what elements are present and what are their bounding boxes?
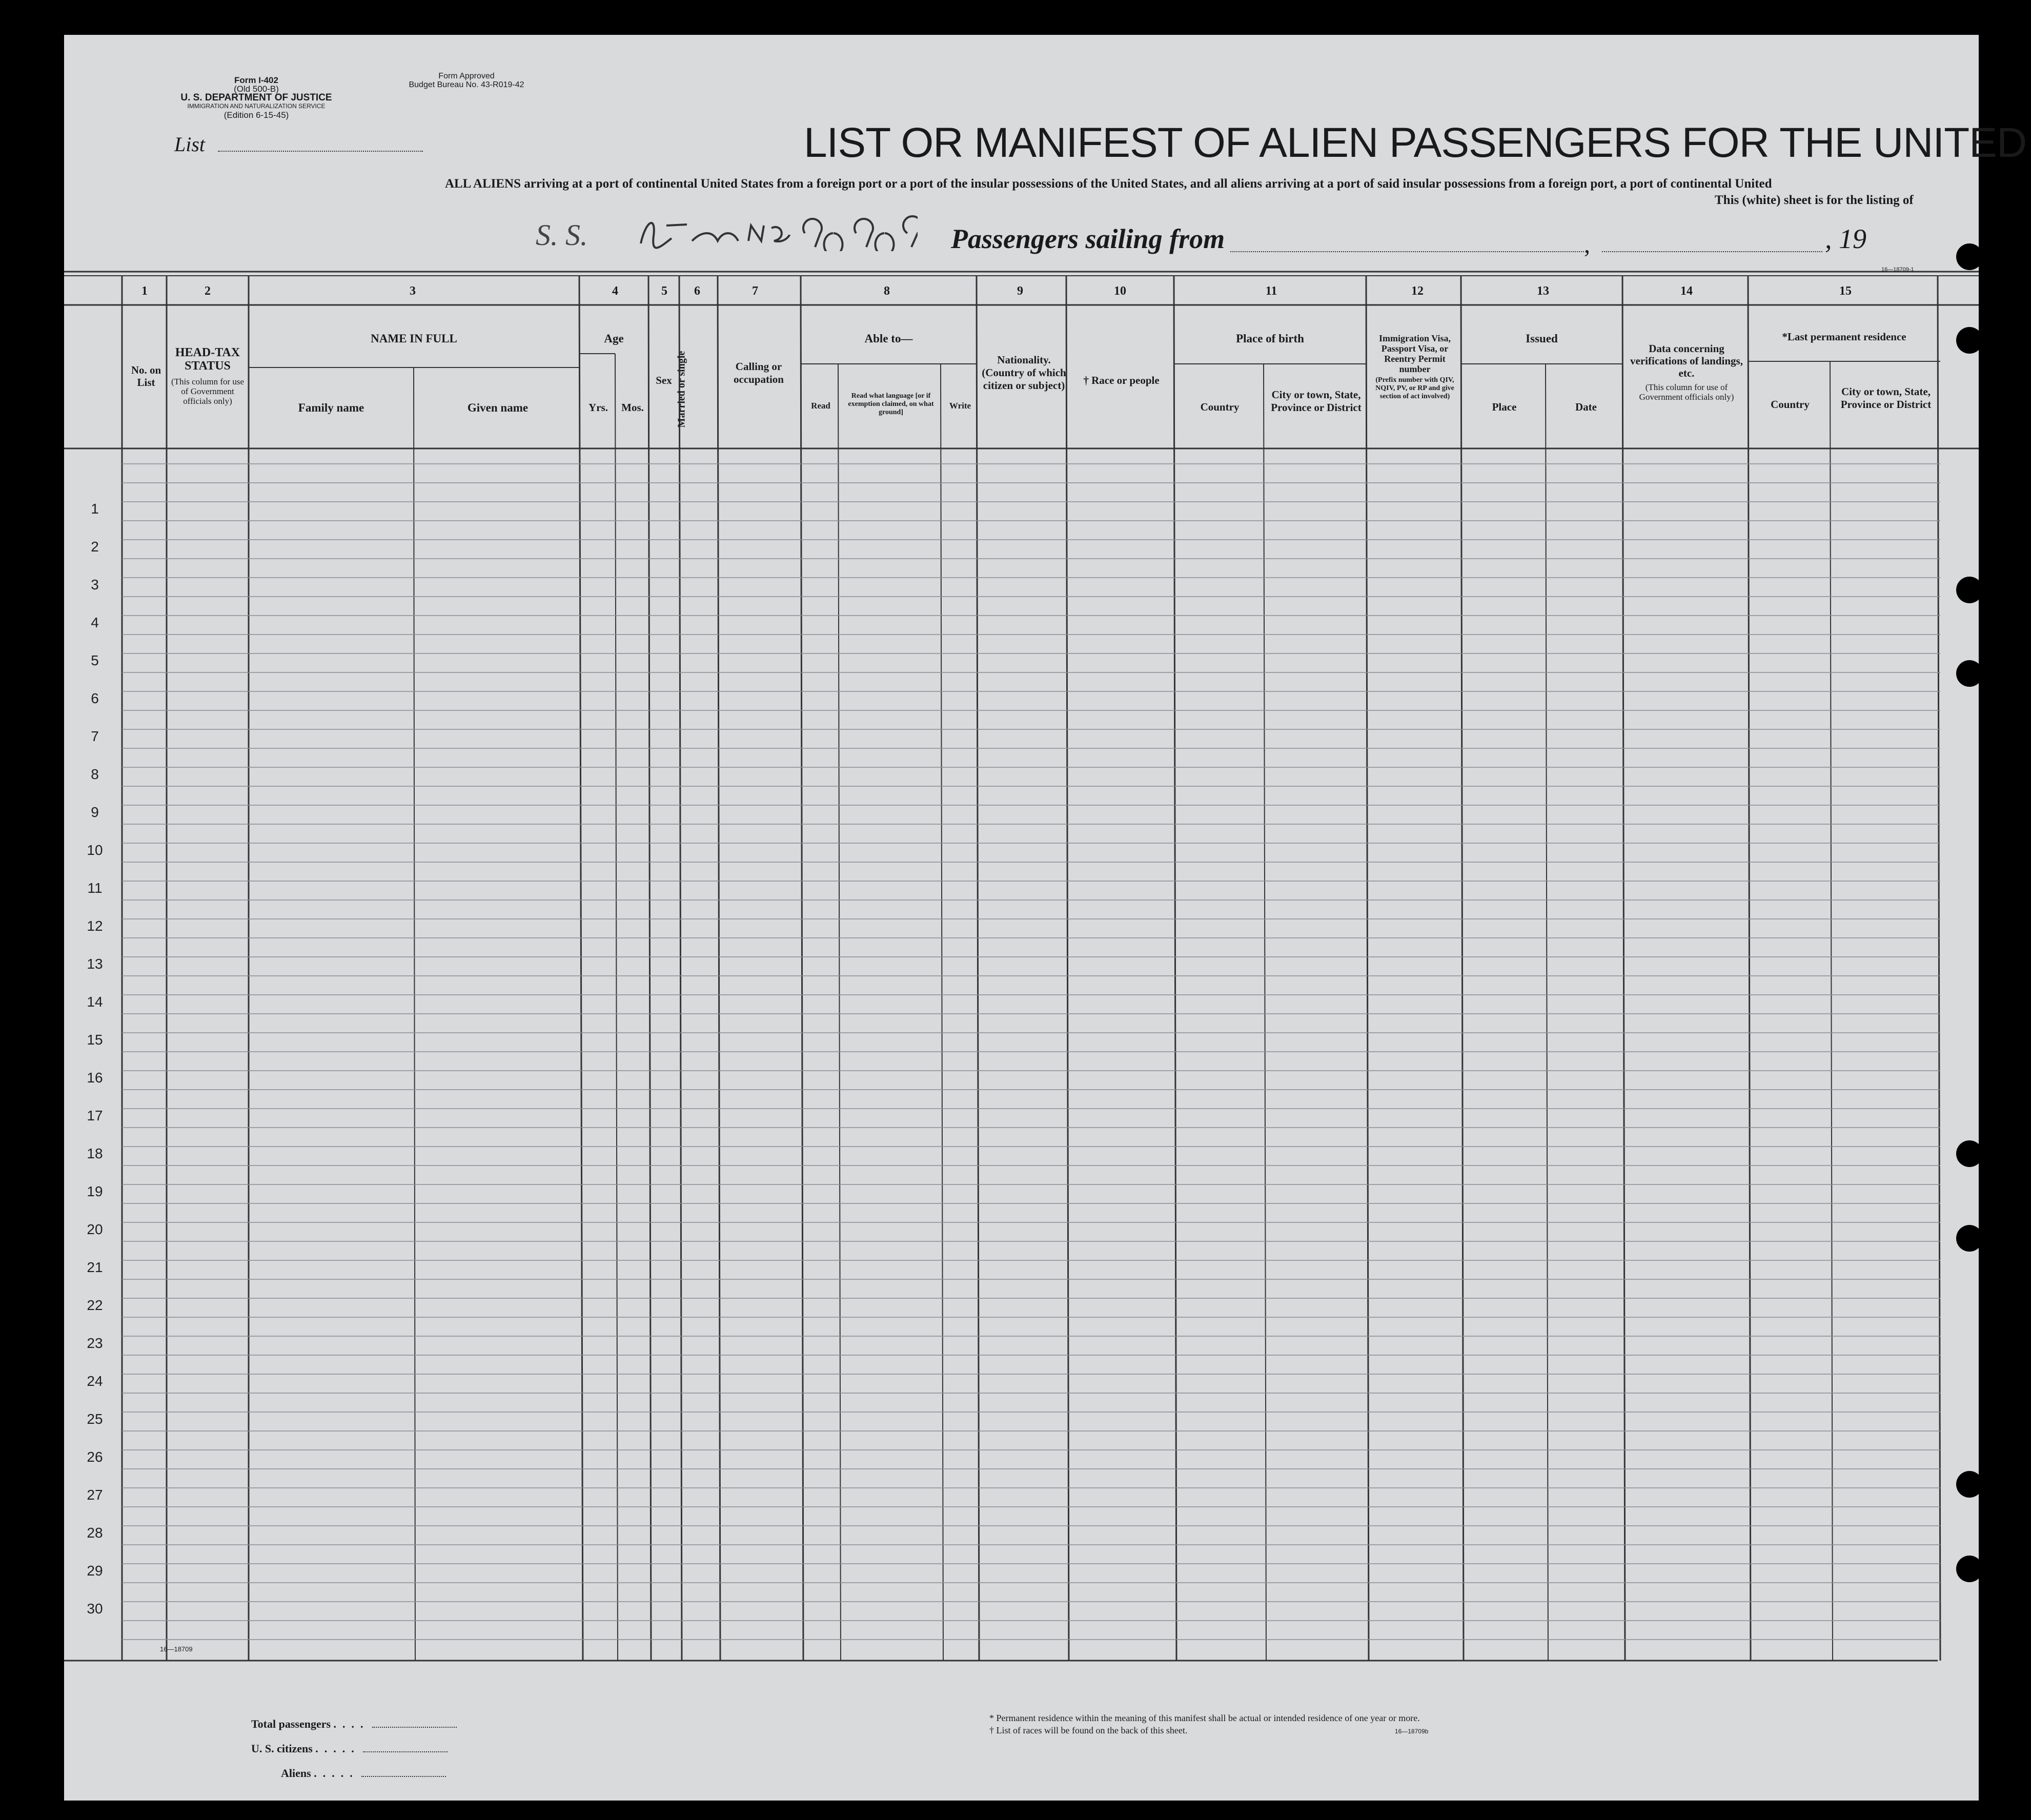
citizens-dots: .....	[315, 1742, 360, 1755]
row-number: 7	[91, 728, 99, 744]
visa-note: (Prefix number with QIV, NQIV, PV, or RP and give section of act involved)	[1375, 376, 1454, 400]
row-number: 21	[87, 1259, 103, 1275]
ship-prefix: S. S.	[536, 218, 588, 252]
edition: (Edition 6-15-45)	[224, 110, 289, 120]
colnum-15: 15	[1839, 284, 1852, 298]
data-concerning-note: (This column for use of Government officials only)	[1639, 382, 1734, 402]
header-race: † Race or people	[1083, 374, 1160, 386]
colnum-11: 11	[1265, 284, 1277, 298]
header-issued: Issued	[1526, 332, 1558, 345]
colnum-7: 7	[752, 284, 758, 298]
row-number: 23	[87, 1335, 103, 1351]
row-number: 19	[87, 1183, 103, 1199]
instructions-line-1: ALL ALIENS arriving at a port of continental United States from a foreign port or a port of the insular possessions of the United States, and all aliens arriving at a port of said insular possessions from a foreign port, a port of continental United	[445, 177, 1772, 191]
row-number: 24	[87, 1373, 103, 1389]
row-number: 28	[87, 1525, 103, 1541]
totals-block	[251, 1712, 457, 1786]
row-number: 1	[91, 501, 99, 517]
department: U. S. DEPARTMENT OF JUSTICE	[180, 92, 332, 103]
us-citizens-row	[251, 1736, 457, 1761]
header-mos: Mos.	[621, 401, 644, 414]
header-issued-date: Date	[1575, 401, 1597, 413]
form-code-top: 16—18709-1	[1881, 267, 1914, 273]
instructions-line-2: This (white) sheet is for the listing of	[1715, 193, 1914, 207]
colnum-3: 3	[410, 284, 416, 298]
budget-number: Budget Bureau No. 43-R019-42	[409, 80, 524, 89]
row-number: 20	[87, 1221, 103, 1237]
data-concerning-label: Data concerning verifications of landings, etc.	[1630, 342, 1743, 379]
colnum-4: 4	[612, 284, 618, 298]
row-number: 15	[87, 1032, 103, 1048]
header-place-of-birth: Place of birth	[1236, 332, 1304, 345]
row-number: 4	[91, 615, 99, 630]
row-number: 13	[87, 956, 103, 972]
footnote-star: * Permanent residence within the meaning of this manifest shall be actual or intended residence of one year or more.	[989, 1713, 1420, 1723]
aliens-label: Aliens	[281, 1767, 311, 1780]
colnum-10: 10	[1114, 284, 1126, 298]
colnum-14: 14	[1680, 284, 1693, 298]
row-number: 17	[87, 1108, 103, 1123]
page-title: LIST OR MANIFEST OF ALIEN PASSENGERS FOR THE UNITED	[804, 119, 2027, 166]
year-prefix: , 19	[1825, 223, 1866, 254]
header-yrs: Yrs.	[588, 401, 608, 414]
header-age: Age	[604, 332, 624, 345]
header-lr-city: City or town, State, Province or District	[1840, 385, 1932, 411]
service: IMMIGRATION AND NATURALIZATION SERVICE	[187, 103, 326, 110]
header-pob-city: City or town, State, Province or District	[1271, 388, 1362, 414]
header-married: Married or single	[676, 351, 687, 428]
footnote-dagger-text: † List of races will be found on the back of this sheet.	[989, 1725, 1188, 1735]
row-number: 30	[87, 1601, 103, 1617]
sailing-label: Passengers sailing from	[951, 223, 1225, 254]
header-head-tax	[169, 346, 246, 406]
footnotes	[989, 1712, 1428, 1737]
header-calling: Calling or occupation	[733, 360, 784, 385]
row-number: 10	[87, 842, 103, 858]
row-number: 11	[87, 880, 103, 896]
colnum-6: 6	[694, 284, 700, 298]
colnum-13: 13	[1537, 284, 1549, 298]
row-number: 2	[91, 539, 99, 555]
header-issued-place: Place	[1492, 401, 1517, 413]
row-number: 25	[87, 1411, 103, 1427]
row-number: 12	[87, 918, 103, 934]
form-code-left: 16—18709	[160, 1645, 193, 1653]
total-passengers-field[interactable]	[372, 1727, 457, 1728]
row-number: 14	[87, 994, 103, 1010]
row-number: 27	[87, 1487, 103, 1503]
header-pob-country: Country	[1200, 401, 1240, 413]
row-number: 22	[87, 1297, 103, 1313]
head-tax-note: (This column for use of Government officials only)	[171, 377, 245, 406]
form-approved: Form Approved	[438, 72, 495, 80]
header-read-language: Read what language [or if exemption claimed, on what ground]	[848, 392, 934, 416]
header-data-concerning	[1628, 342, 1745, 402]
row-number: 8	[91, 766, 99, 782]
colnum-9: 9	[1017, 284, 1023, 298]
us-citizens-field[interactable]	[363, 1751, 448, 1752]
colnum-5: 5	[661, 284, 667, 298]
header-lr-country: Country	[1771, 398, 1810, 411]
row-number: 3	[91, 577, 99, 592]
header-last-residence: *Last permanent residence	[1782, 331, 1906, 343]
year-text: 19	[1839, 223, 1866, 254]
form-no: Form I-402	[234, 75, 278, 85]
header-no-on-list: No. on List	[131, 364, 161, 388]
row-rules	[122, 464, 1940, 1640]
visa-label: Immigration Visa, Passport Visa, or Reentry Permit number	[1378, 333, 1451, 374]
row-number: 6	[91, 690, 99, 706]
aliens-field[interactable]	[361, 1776, 446, 1777]
row-number: 16	[87, 1070, 103, 1086]
list-label: List	[174, 133, 206, 156]
header-sex: Sex	[656, 374, 672, 386]
header-visa	[1369, 333, 1461, 401]
header-read: Read	[811, 401, 830, 411]
colnum-2: 2	[205, 284, 211, 298]
old-form-no: (Old 500-B)	[234, 84, 279, 94]
header-write: Write	[949, 401, 971, 411]
row-number: 5	[91, 652, 99, 668]
header-family-name: Family name	[298, 401, 364, 414]
head-tax-label: HEAD-TAX STATUS	[175, 346, 240, 373]
total-passengers-row	[251, 1712, 457, 1736]
header-nationality: Nationality. (Country of which citizen or subject)	[982, 354, 1066, 392]
header-able-to: Able to—	[864, 332, 913, 345]
sailing-comma: ,	[1584, 231, 1590, 258]
form-code-bottom: 16—18709b	[1394, 1728, 1429, 1735]
header-given-name: Given name	[467, 401, 529, 414]
us-citizens-label: U. S. citizens	[251, 1742, 313, 1755]
aliens-row	[251, 1761, 457, 1786]
footnote-dagger	[989, 1724, 1428, 1737]
aliens-dots: .....	[314, 1767, 359, 1780]
row-number: 29	[87, 1563, 103, 1579]
row-number: 26	[87, 1449, 103, 1465]
header-name-in-full: NAME IN FULL	[371, 332, 457, 345]
colnum-1: 1	[141, 284, 148, 298]
total-dots: ....	[333, 1717, 370, 1730]
row-number: 9	[91, 804, 99, 820]
colnum-12: 12	[1411, 284, 1424, 298]
total-passengers-label: Total passengers	[251, 1717, 331, 1730]
row-number: 18	[87, 1146, 103, 1161]
colnum-8: 8	[884, 284, 890, 298]
